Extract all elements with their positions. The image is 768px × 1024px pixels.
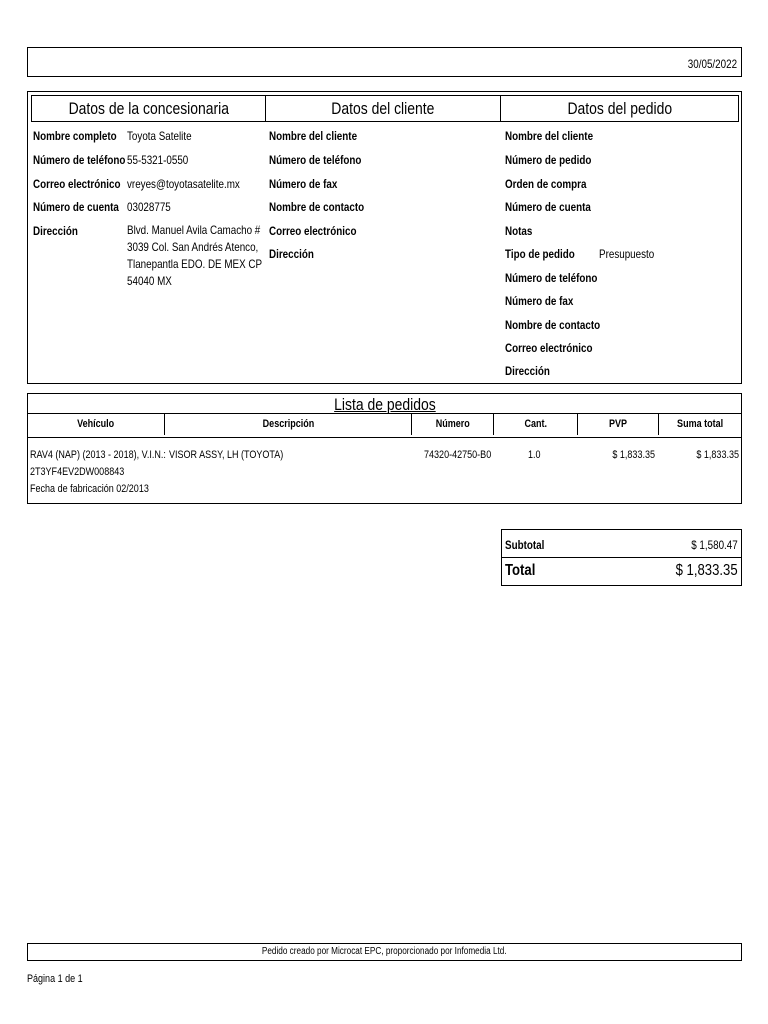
totals-divider xyxy=(502,557,741,558)
order-label-notes: Notas xyxy=(505,224,533,238)
row-quantity: 1.0 xyxy=(528,449,541,461)
dealer-label-name: Nombre completo xyxy=(33,129,117,143)
dealer-value-account: 03028775 xyxy=(127,200,171,214)
row-pvp: $ 1,833.35 xyxy=(612,449,655,461)
client-label-phone: Número de teléfono xyxy=(269,153,362,167)
order-label-client-name: Nombre del cliente xyxy=(505,129,594,143)
row-description: VISOR ASSY, LH (TOYOTA) xyxy=(169,449,284,461)
order-label-purchase-order: Orden de compra xyxy=(505,177,587,191)
dealer-value-phone: 55-5321-0550 xyxy=(127,153,189,167)
column-header-vehicle: Vehículo xyxy=(28,414,165,435)
total-label: Total xyxy=(505,562,536,579)
client-label-email: Correo electrónico xyxy=(269,224,357,238)
row-vehicle: RAV4 (NAP) (2013 - 2018), V.I.N.: 2T3YF4EV2DW008843 Fecha de fabricación 02/2013 xyxy=(30,449,166,495)
dealer-value-name: Toyota Satelite xyxy=(127,129,192,143)
subtotal-label: Subtotal xyxy=(505,538,545,552)
footer-credit-bar xyxy=(27,943,742,961)
row-part-number: 74320-42750-B0 xyxy=(424,449,492,461)
total-value: $ 1,833.35 xyxy=(675,562,738,579)
info-section xyxy=(27,91,742,384)
dealer-value-email: vreyes@toyotasatelite.mx xyxy=(127,177,240,191)
order-value-type: Presupuesto xyxy=(599,247,655,261)
client-section-title: Datos del cliente xyxy=(265,95,501,122)
total-row xyxy=(505,562,738,580)
client-label-contact: Nombre de contacto xyxy=(269,200,365,214)
dealer-label-account: Número de cuenta xyxy=(33,200,119,214)
document-date: 30/05/2022 xyxy=(687,57,737,71)
dealer-label-phone: Número de teléfono xyxy=(33,153,126,167)
row-total: $ 1,833.35 xyxy=(696,449,739,461)
dealer-label-address: Dirección xyxy=(33,224,78,238)
order-label-address: Dirección xyxy=(505,364,550,378)
page-number: Página 1 de 1 xyxy=(27,973,83,985)
dealer-label-email: Correo electrónico xyxy=(33,177,121,191)
column-header-pvp: PVP xyxy=(578,414,659,435)
order-section-title: Datos del pedido xyxy=(500,95,739,122)
client-label-address: Dirección xyxy=(269,247,314,261)
date-bar xyxy=(27,47,742,77)
column-header-description: Descripción xyxy=(165,414,412,435)
totals-box xyxy=(501,529,742,586)
client-label-name: Nombre del cliente xyxy=(269,129,358,143)
subtotal-row xyxy=(505,538,738,552)
order-label-order-number: Número de pedido xyxy=(505,153,592,167)
order-label-phone: Número de teléfono xyxy=(505,271,598,285)
column-header-total: Suma total xyxy=(676,418,724,430)
column-header-quantity: Cant. xyxy=(494,414,578,435)
subtotal-value: $ 1,580.47 xyxy=(691,538,738,552)
order-label-type: Tipo de pedido xyxy=(505,247,575,261)
order-label-fax: Número de fax xyxy=(505,294,574,308)
orders-list xyxy=(27,393,742,504)
client-label-fax: Número de fax xyxy=(269,177,338,191)
order-label-email: Correo electrónico xyxy=(505,341,593,355)
order-label-account: Número de cuenta xyxy=(505,200,591,214)
order-label-contact: Nombre de contacto xyxy=(505,318,601,332)
column-header-number: Número xyxy=(412,414,494,435)
orders-list-title: Lista de pedidos xyxy=(333,395,436,414)
dealer-value-address: Blvd. Manuel Avila Camacho # 3039 Col. San Andrés Atenco, Tlanepantla EDO. DE MEX CP 54040 MX xyxy=(127,223,263,288)
dealer-section-title: Datos de la concesionaria xyxy=(31,95,266,122)
footer-credit: Pedido creado por Microcat EPC, proporcionado por Infomedia Ltd. xyxy=(262,946,507,957)
orders-table-header xyxy=(28,413,741,438)
